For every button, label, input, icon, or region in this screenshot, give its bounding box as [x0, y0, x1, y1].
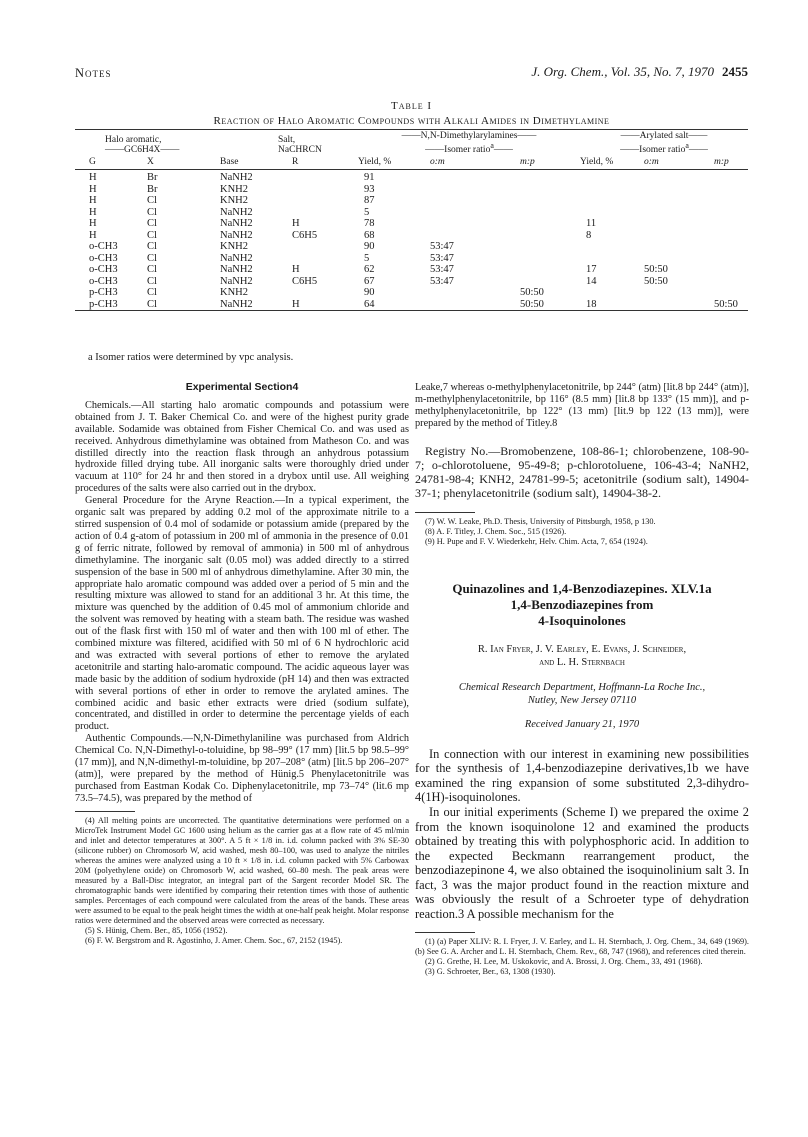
table-cell — [634, 241, 700, 253]
table-cell: H — [89, 229, 97, 241]
table-cell — [634, 195, 700, 207]
table-cell: p-CH3 — [89, 287, 118, 299]
table-cell: NaNH2 — [220, 218, 253, 230]
footnote-3: (3) G. Schroeter, Ber., 63, 1308 (1930). — [425, 966, 556, 976]
table-cell: Cl — [147, 287, 157, 299]
col-header: X — [129, 156, 192, 170]
table-cell — [278, 207, 358, 219]
table-cell: H — [89, 183, 97, 195]
table-header-row — [75, 156, 748, 170]
table-cell — [634, 287, 700, 299]
table-row — [75, 184, 748, 196]
table-title: Reaction of Halo Aromatic Compounds with Alkali Amides in Dimethylamine — [213, 115, 610, 127]
table-cell: o-CH3 — [89, 252, 118, 264]
table-cell: o-CH3 — [89, 275, 118, 287]
table-cell — [278, 195, 358, 207]
table-cell — [420, 230, 492, 242]
page-number: 2455 — [722, 64, 748, 79]
table-cell: 50:50 — [520, 287, 544, 299]
table-cell: 68 — [364, 229, 375, 241]
table-row — [75, 218, 748, 230]
table-cell: NaNH2 — [220, 264, 253, 276]
footnote-4: (4) All melting points are uncorrected. The quantitative determinations were performed on a MicroTek Instrument Model GC 1600 using helium as the carrier gas at a flow rate of 45 ml/min and inlet and detector temperatures at 300°. A 5 ft × 1/8 in. i.d. column packed with 3% SE-30 (silicone rubber) on Chromosorb W, acid washed, mesh 80–100, was used to analyze the nitriles whereas the amines were analyzed using a 10 ft × 1/8 in. i.d. column packed with 5% Carbowax 20M (polyethylene oxide) on Chromosorb W, acid washed, 60–80 mesh. The peak areas were measured by a Ball-Disc integrator, an integral part of the Sargent recorder Model SR. The chromatographic bands were identified by comparing their retention times with those of authentic samples. Percentages of each compound were calculated from the areas of the bands. These areas were assumed to be equal to the peak height times the width at one-half peak height. Molar response ratios were determined and the observed areas were corrected as necessary. — [75, 815, 409, 925]
table-cell — [580, 207, 634, 219]
table-cell: 17 — [586, 264, 597, 276]
table-cell: Cl — [147, 298, 157, 310]
table-cell: Cl — [147, 252, 157, 264]
table-cell — [634, 218, 700, 230]
table-cell — [634, 170, 700, 184]
table-cell: o-CH3 — [89, 264, 118, 276]
table-cell — [492, 230, 580, 242]
table-group-amines: ——N,N-Dimethylarylamines—— ——Isomer ratio$^a$—— — [401, 131, 537, 156]
table-cell: H — [292, 218, 300, 230]
article-affiliation: Chemical Research Department, Hoffmann-La Roche Inc., Nutley, New Jersey 07110 — [458, 681, 706, 706]
table-cell: 5 — [364, 206, 370, 218]
paragraph-chemicals: Chemicals.—All starting halo aromatic compounds and potassium were obtained from J. T. Baker Chemical Co. and were of the highest purity grade available. Sodamide was obtained from Fisher Chemical Co. and was used as received. Anhydrous dimethylamine was obtained from Matheson Co. and was distilled directly into the reaction flask through an anhydrous potassium hydroxide filled drying tube. All inorganic salts were thoroughly dried under vacuum at 110° for 24 hr and then stored in a drybox until use. All weighing procedures of the salts were also carried out in the drybox. — [75, 399, 409, 495]
table-cell: Br — [147, 172, 158, 184]
table-cell — [420, 195, 492, 207]
table-cell — [700, 287, 748, 299]
paragraph-general-procedure: General Procedure for the Aryne Reaction.—In a typical experiment, the organic salt was prepared by adding 0.2 mol of the approximate nitrile to a stirred suspension of 0.4 mol of sodamide or potassium amide (prepared by the action of 0.4 g-atom of potassium in 200 ml of ammonia in the presence of 0.01 g of ferric nitrate, followed by removal of ammonia) in 500 ml of anhydrous dimethylamine. The inorganic salt (0.05 mol) was added directly to a stirred suspension of the base in 500 ml of anhydrous dimethylamine. After 30 min, the appropriate halo aromatic compound was added over a period of 5 min and the resulting mixture was allowed to stand for an additional 3 hr. At this time, the mixture was quenched by the addition of 0.45 mol of ammonium chloride and the solvent was removed by heating with a steam bath. The residue was washed out of the flask first with 150 ml of water and then with 100 ml of ether. The combined mixture was filtered, acidified with 50 ml of 6 N hydrochloric acid and was extracted with several portions of ether to remove the arylated acetonitrile and starting halo-aromatic compound. The acidic aqueous layer was made basic by the addition of sodium hydroxide (pH 14) and then was extracted with several portions of ether in order to remove the arylated amines. The combined acidic and basic ether extracts were dried (sodium sulfate), concentrated, and distilled in order to determine the percentage yields of each product. — [75, 495, 409, 733]
running-header-journal — [531, 64, 748, 80]
article-introduction — [415, 747, 749, 922]
table-cell: C6H5 — [292, 229, 318, 241]
table-row — [75, 241, 748, 253]
footnote-rule — [75, 811, 135, 812]
table-cell: NaNH2 — [220, 275, 253, 287]
table-cell — [420, 207, 492, 219]
table-cell — [580, 170, 634, 184]
table-cell — [278, 287, 358, 299]
table-cell — [700, 218, 748, 230]
table-cell — [700, 264, 748, 276]
col-header: Yield, % — [358, 156, 420, 170]
table-cell — [700, 230, 748, 242]
table-cell: NaNH2 — [220, 206, 253, 218]
table-cell: 53:47 — [430, 264, 454, 276]
table-cell: Cl — [147, 275, 157, 287]
table-row — [75, 276, 748, 288]
table-cell — [492, 170, 580, 184]
table-row — [75, 264, 748, 276]
table-cell — [700, 253, 748, 265]
table-cell — [580, 184, 634, 196]
table-cell: Br — [147, 183, 158, 195]
table-cell — [700, 276, 748, 288]
table-cell — [492, 241, 580, 253]
table-cell: 53:47 — [430, 241, 454, 253]
table-cell: 90 — [364, 287, 375, 299]
intro-paragraph-2: In our initial experiments (Scheme I) we prepared the oxime 2 from the known isoquinolone 12 and examined the products obtained by treating this with polyphosphoric acid. In addition to the expected Beckmann rearrangement product, the benzodiazepinone 4, we also obtained the isoquinolinium salt 3. In fact, 3 was the major product found in the reaction mixture and was obviously the result of a Schroeter type of dehydration reaction.3 A possible mechanism for the — [415, 804, 749, 922]
table-footnote: a Isomer ratios were determined by vpc analysis. — [88, 352, 294, 363]
table-cell — [492, 207, 580, 219]
right-column — [415, 382, 749, 977]
footnotes-right — [415, 517, 749, 547]
table-cell: 5 — [364, 252, 370, 264]
table-cell: 53:47 — [430, 252, 454, 264]
table-cell: NaNH2 — [220, 172, 253, 184]
table-group-arylated: ——Arylated salt—— ——Isomer ratio$^a$—— — [620, 131, 708, 156]
table-cell — [580, 241, 634, 253]
table-cell — [420, 218, 492, 230]
table-group-salt: Salt, NaCHRCN — [278, 135, 322, 156]
table-cell: 91 — [364, 172, 375, 184]
footnotes-intro — [415, 937, 749, 977]
table-cell — [492, 218, 580, 230]
table-row — [75, 230, 748, 242]
paragraph-authentic-compounds: Authentic Compounds.—N,N-Dimethylaniline was purchased from Aldrich Chemical Co. N,N-Dimethyl-o-toluidine, bp 98–99° (17 mm) [lit.5 bp 98.5–99° (17 mm)], and N,N-dimethyl-m-toluidine, bp 207–208° (atm) [lit.5 bp 206–207° (atm)], were prepared by the method of Hünig.5 Phenylacetonitrile was purchased from Eastman Kodak Co. Diphenylacetonitrile, mp 73–74° (lit.6 mp 73.5–74.5), was prepared by the method of — [75, 733, 409, 804]
table-cell — [634, 184, 700, 196]
table-cell — [580, 195, 634, 207]
table-cell: NaNH2 — [220, 298, 253, 310]
footnote-7: (7) W. W. Leake, Ph.D. Thesis, University of Pittsburgh, 1958, p 130. — [425, 516, 656, 526]
table-row — [75, 253, 748, 265]
table-row — [75, 195, 748, 207]
table-cell — [278, 241, 358, 253]
table-cell: 50:50 — [714, 298, 738, 310]
data-table — [75, 129, 748, 311]
table-cell: H — [89, 218, 97, 230]
table-cell — [420, 170, 492, 184]
table-cell — [700, 241, 748, 253]
table-row — [75, 287, 748, 299]
table-cell — [278, 170, 358, 184]
table-cell — [420, 184, 492, 196]
received-date: Received January 21, 1970 — [524, 718, 640, 730]
table-cell: KNH2 — [220, 241, 248, 253]
footnote-rule — [415, 932, 475, 933]
table-cell: Cl — [147, 195, 157, 207]
running-header-section: Notes — [75, 66, 112, 80]
table-cell — [278, 184, 358, 196]
footnote-9: (9) H. Pupe and F. V. Wiederkehr, Helv. Chim. Acta, 7, 654 (1924). — [425, 536, 648, 546]
footnote-5: (5) S. Hünig, Chem. Ber., 85, 1056 (1952). — [85, 925, 228, 935]
table-cell: Cl — [147, 241, 157, 253]
table-cell: H — [89, 195, 97, 207]
col-header: Yield, % — [580, 156, 634, 170]
table-cell: 50:50 — [644, 275, 668, 287]
table-row — [75, 299, 748, 311]
col-header: G — [75, 156, 129, 170]
table-number: Table I — [390, 100, 433, 112]
table-cell: H — [89, 206, 97, 218]
table-cell: 50:50 — [644, 264, 668, 276]
table-cell — [420, 287, 492, 299]
table-cell — [700, 170, 748, 184]
paragraph-continued: Leake,7 whereas o-methylphenylacetonitrile, bp 244° (atm) [lit.8 bp 244° (atm)], m-methylphenylacetonitrile, bp 116° (8.5 mm) [lit.8 bp 133° (15 mm)], and p-methylphenylacetonitrile, bp 122° (13 mm) [lit.9 bp 122 (13 mm)], were prepared by the method of Titley.8 — [415, 382, 749, 429]
table-cell — [634, 230, 700, 242]
table-cell: 64 — [364, 298, 375, 310]
table-cell — [634, 207, 700, 219]
col-header: R — [278, 156, 358, 170]
table-cell — [634, 253, 700, 265]
table-cell — [492, 253, 580, 265]
table-cell — [700, 184, 748, 196]
table-cell — [492, 184, 580, 196]
table-cell: 18 — [586, 298, 597, 310]
col-header: Base — [192, 156, 278, 170]
col-header: o:m — [634, 156, 700, 170]
table-cell — [580, 253, 634, 265]
table-cell — [278, 253, 358, 265]
table-cell: NaNH2 — [220, 252, 253, 264]
footnote-8: (8) A. F. Titley, J. Chem. Soc., 515 (1926). — [425, 526, 567, 536]
table-cell: NaNH2 — [220, 229, 253, 241]
table-cell: Cl — [147, 229, 157, 241]
section-title: Experimental Section4 — [185, 381, 299, 393]
journal-citation: J. Org. Chem., Vol. 35, No. 7, 1970 — [531, 64, 714, 79]
footnote-1: (1) (a) Paper XLIV: R. I. Fryer, J. V. Earley, and L. H. Sternbach, J. Org. Chem., 34, 649 (1969). (b) See G. A. Archer and L. H. Sternbach, Chem. Rev., 68, 747 (1968), and references cited therein. — [415, 936, 749, 956]
table-cell: KNH2 — [220, 287, 248, 299]
col-header: m:p — [492, 156, 580, 170]
table-cell: H — [292, 264, 300, 276]
footnote-rule — [415, 512, 475, 513]
table-cell — [700, 195, 748, 207]
table-row — [75, 170, 748, 184]
table-cell — [634, 299, 700, 311]
table-cell: 67 — [364, 275, 375, 287]
table-cell — [492, 276, 580, 288]
table-cell: H — [292, 298, 300, 310]
left-column — [75, 382, 409, 946]
table-cell: 90 — [364, 241, 375, 253]
table-cell: 78 — [364, 218, 375, 230]
table-cell: 14 — [586, 275, 597, 287]
table-cell — [492, 264, 580, 276]
table-cell: 8 — [586, 229, 592, 241]
footnotes-left — [75, 816, 409, 946]
table-cell: Cl — [147, 206, 157, 218]
table-cell — [492, 195, 580, 207]
table-row — [75, 207, 748, 219]
table-cell: H — [89, 172, 97, 184]
footnote-6: (6) F. W. Bergstrom and R. Agostinho, J. Amer. Chem. Soc., 67, 2152 (1945). — [85, 935, 343, 945]
table-cell: 93 — [364, 183, 375, 195]
table-cell: KNH2 — [220, 195, 248, 207]
article-title: Quinazolines and 1,4-Benzodiazepines. XLV.1a 1,4-Benzodiazepines from 4-Isoquinolones — [452, 580, 712, 628]
table-cell: 62 — [364, 264, 375, 276]
table-cell: KNH2 — [220, 183, 248, 195]
table-group-halo: Halo aromatic, ——GC6H4X—— — [105, 135, 180, 156]
col-header: m:p — [700, 156, 748, 170]
col-header: o:m — [420, 156, 492, 170]
registry-numbers: Registry No.—Bromobenzene, 108-86-1; chlorobenzene, 108-90-7; o-chlorotoluene, 95-49-8; p-chlorotoluene, 106-43-4; NaNH2, 24781-98-4; KNH2, 24781-99-5; acetonitrile (sodium salt), 14904-37-1; phenylacetonitrile (sodium salt), 14904-38-2. — [415, 443, 749, 500]
table-cell — [700, 207, 748, 219]
table-cell — [580, 287, 634, 299]
table-cell: p-CH3 — [89, 298, 118, 310]
table-cell: Cl — [147, 264, 157, 276]
table-cell: o-CH3 — [89, 241, 118, 253]
table-cell: 87 — [364, 195, 375, 207]
intro-paragraph-1: In connection with our interest in examining new possibilities for the synthesis of 1,4-benzodiazepine derivatives,1b we have examined the ring expansion of some substituted 2,3-dihydro-4(1H)-isoquinolones. — [415, 746, 749, 805]
table-cell — [420, 299, 492, 311]
footnote-2: (2) G. Grethe, H. Lee, M. Uskokovic, and A. Brossi, J. Org. Chem., 33, 491 (1968). — [425, 956, 703, 966]
table-cell: 50:50 — [520, 298, 544, 310]
article-authors: R. Ian Fryer, J. V. Earley, E. Evans, J. Schneider, and L. H. Sternbach — [477, 643, 687, 668]
table-cell: 53:47 — [430, 275, 454, 287]
table-cell: C6H5 — [292, 275, 318, 287]
table-cell: Cl — [147, 218, 157, 230]
table-cell: 11 — [586, 218, 597, 230]
